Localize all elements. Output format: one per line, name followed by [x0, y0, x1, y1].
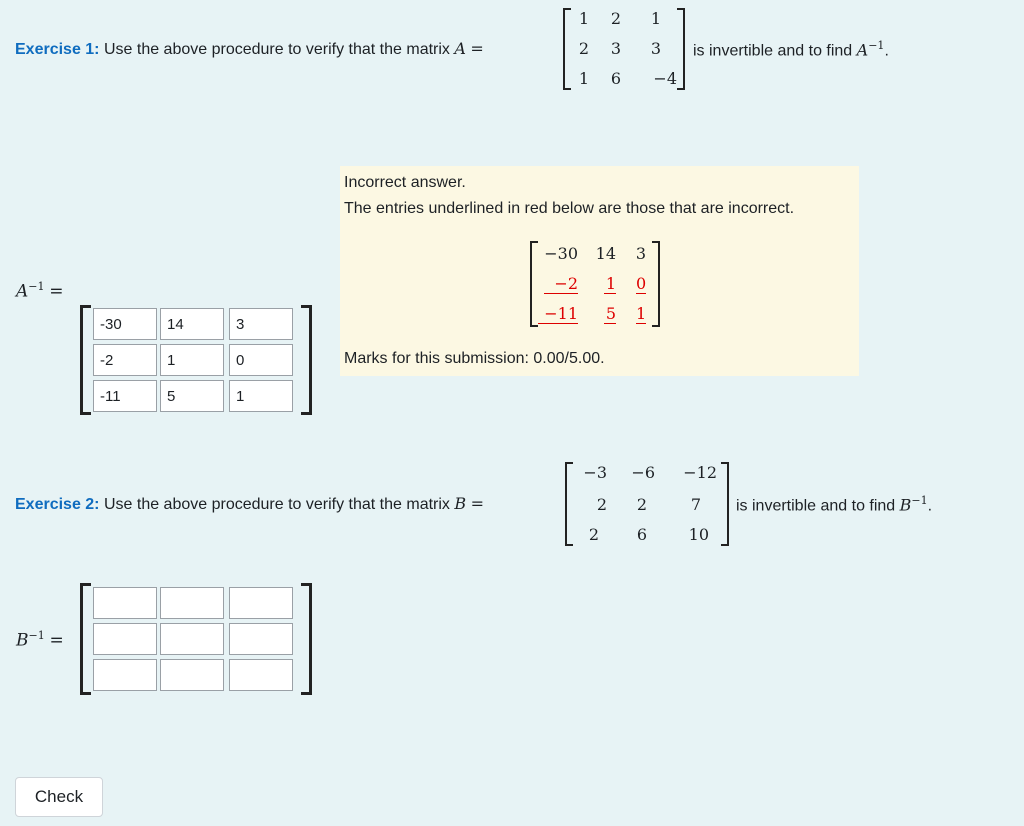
- matrix-cell: 2: [610, 9, 621, 28]
- exercise-1-title: Exercise 1:: [15, 41, 100, 58]
- matrix-cell: 6: [610, 69, 621, 88]
- answer-1-input[interactable]: [160, 344, 224, 376]
- answer-2-input[interactable]: [229, 623, 293, 655]
- feedback-cell-incorrect: 1: [636, 304, 647, 323]
- answer-1-input[interactable]: [229, 380, 293, 412]
- matrix-cell: 1: [578, 69, 589, 88]
- answer-1-matrix: [80, 305, 312, 415]
- answer-1-input[interactable]: [229, 308, 293, 340]
- answer-1-input[interactable]: [229, 344, 293, 376]
- exercise-1-suffix: is invertible and to find $A^{-1}$.: [693, 39, 889, 60]
- answer-2-matrix: [80, 583, 312, 695]
- answer-2-input[interactable]: [160, 623, 224, 655]
- exercise-2-suffix: is invertible and to find $B^{-1}$.: [736, 494, 933, 515]
- answer-2-input[interactable]: [160, 659, 224, 691]
- matrix-b: [565, 462, 729, 546]
- exercise-1-text: Use the above procedure to verify that the matrix: [103, 41, 450, 58]
- answer-1-input[interactable]: [93, 380, 157, 412]
- answer-2-input[interactable]: [93, 623, 157, 655]
- equals-sign: =: [470, 494, 484, 513]
- exercise-2-text: Use the above procedure to verify that the matrix: [103, 496, 450, 513]
- feedback-cell: −30: [544, 244, 578, 263]
- matrix-cell: 6: [636, 525, 647, 544]
- marks-text: Marks for this submission: 0.00/5.00.: [344, 350, 605, 367]
- matrix-cell: 2: [578, 39, 589, 58]
- exercise-2-title: Exercise 2:: [15, 496, 100, 513]
- matrix-b-symbol: B: [454, 494, 467, 513]
- answer-1-input[interactable]: [93, 344, 157, 376]
- answer-1-label: $A^{-1}$ =: [16, 280, 64, 302]
- matrix-cell: 3: [650, 39, 661, 58]
- exercise-1-statement: [15, 39, 484, 59]
- matrix-a: [563, 8, 685, 90]
- answer-1-input[interactable]: [93, 308, 157, 340]
- answer-2-input[interactable]: [93, 587, 157, 619]
- feedback-cell: 3: [635, 244, 646, 263]
- matrix-cell: 10: [688, 525, 709, 544]
- exercise-2-statement: [15, 494, 484, 514]
- answer-2-input[interactable]: [229, 659, 293, 691]
- matrix-cell: 7: [690, 495, 701, 514]
- matrix-cell: 2: [596, 495, 607, 514]
- matrix-cell: −6: [631, 463, 655, 482]
- answer-2-input[interactable]: [229, 587, 293, 619]
- feedback-cell-incorrect: 5: [605, 304, 616, 323]
- matrix-cell: −4: [653, 69, 677, 88]
- feedback-cell-incorrect: 0: [636, 274, 647, 293]
- matrix-cell: 2: [636, 495, 647, 514]
- matrix-a-symbol: A: [454, 39, 466, 58]
- feedback-cell-incorrect: 1: [605, 274, 616, 293]
- feedback-cell-incorrect: −2: [544, 274, 578, 294]
- matrix-cell: 3: [610, 39, 621, 58]
- equals-sign: =: [470, 39, 484, 58]
- feedback-box: [340, 166, 859, 376]
- answer-2-input[interactable]: [160, 587, 224, 619]
- check-button[interactable]: Check: [15, 777, 103, 817]
- matrix-cell: 1: [650, 9, 661, 28]
- matrix-cell: −3: [583, 463, 607, 482]
- feedback-incorrect-title: Incorrect answer.: [344, 174, 466, 191]
- matrix-cell: 2: [588, 525, 599, 544]
- feedback-cell-incorrect: −11: [538, 304, 578, 324]
- feedback-cell: 14: [595, 244, 616, 263]
- answer-2-input[interactable]: [93, 659, 157, 691]
- matrix-cell: 1: [578, 9, 589, 28]
- answer-2-label: $B^{-1}$ =: [16, 629, 64, 651]
- answer-1-input[interactable]: [160, 380, 224, 412]
- matrix-cell: −12: [683, 463, 717, 482]
- answer-1-input[interactable]: [160, 308, 224, 340]
- feedback-instructions: The entries underlined in red below are those that are incorrect.: [344, 200, 795, 217]
- feedback-matrix: [530, 241, 660, 327]
